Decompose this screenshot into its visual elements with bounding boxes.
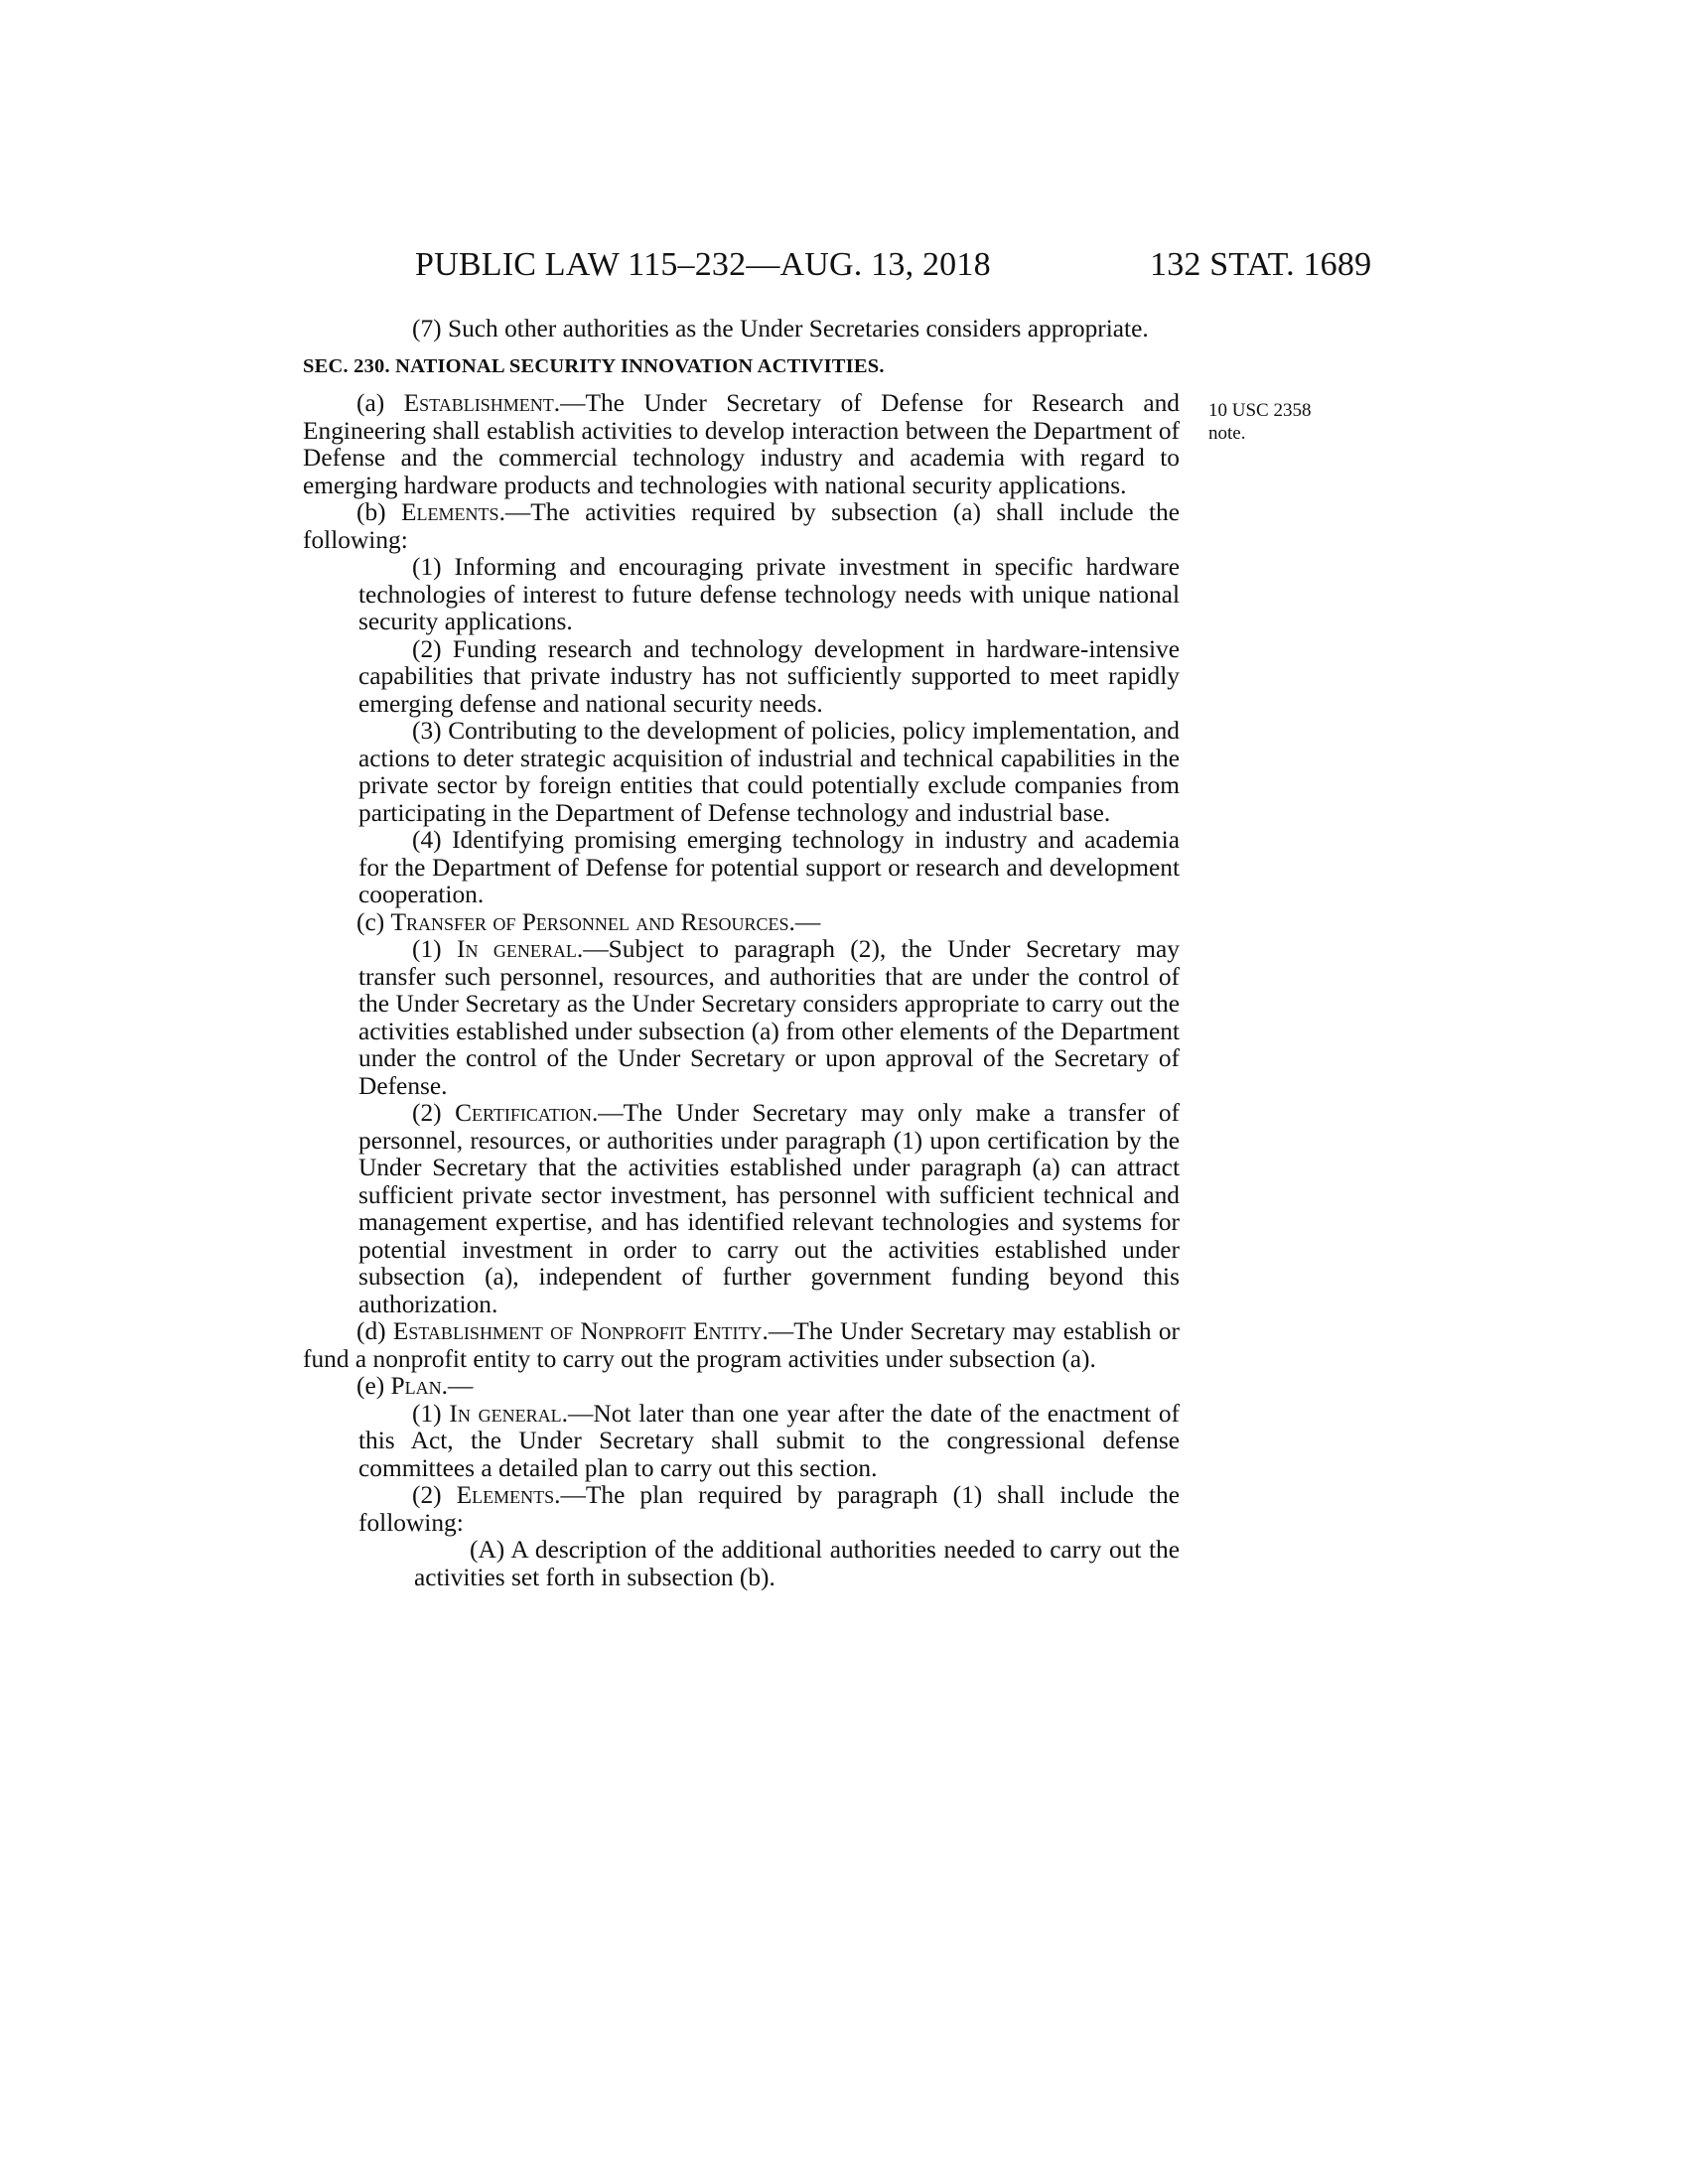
subsection-d-heading: Establishment of Nonprofit Entity bbox=[392, 1317, 763, 1345]
paragraph-c1 bbox=[303, 936, 1180, 1100]
paragraph-e2-label: (2) bbox=[412, 1481, 457, 1509]
paragraph-e2 bbox=[303, 1482, 1180, 1537]
paragraph-e1-label: (1) bbox=[412, 1399, 450, 1428]
paragraph-e1-heading: In general bbox=[449, 1399, 562, 1428]
subsection-e bbox=[303, 1373, 1180, 1401]
subsection-e-heading: Plan bbox=[390, 1372, 442, 1400]
document-body bbox=[303, 316, 1180, 1591]
paragraph-c1-label: (1) bbox=[412, 935, 458, 963]
subparagraph-e2-A: (A) A description of the additional authorities needed to carry out the activities set forth in subsection (b). bbox=[414, 1536, 1180, 1591]
paragraph-c2 bbox=[303, 1100, 1180, 1318]
subsection-e-label: (e) bbox=[356, 1372, 391, 1400]
subsection-b bbox=[303, 499, 1180, 554]
subsection-d bbox=[303, 1318, 1180, 1373]
paragraph-c2-text: .—The Under Secretary may only make a transfer of personnel, resources, or authorities under paragraph (1) upon certification by the Under Secretary that the activities established under paragraph (a) can attract sufficient private sector investment, has personnel with sufficient technical and management expertise, and has identified relevant technologies and systems for potential investment in order to carry out the activities established under subsection (a), independent of further government funding beyond this authorization. bbox=[358, 1099, 1180, 1318]
subsection-c-label: (c) bbox=[356, 907, 391, 936]
subsection-a-heading: Establishment bbox=[403, 389, 554, 417]
running-header-title: PUBLIC LAW 115–232—AUG. 13, 2018 bbox=[415, 246, 991, 283]
paragraph-e1-text: .—Not later than one year after the date of the enactment of this Act, the Under Secretary shall submit to the congressional defense committees a detailed plan to carry out this section. bbox=[358, 1399, 1180, 1482]
running-header-page: 132 STAT. 1689 bbox=[1150, 246, 1372, 283]
subsection-a-label: (a) bbox=[356, 389, 404, 417]
subsection-c-heading: Transfer of Personnel and Resources bbox=[390, 907, 789, 936]
subsection-b-text: .—The activities required by subsection (a) shall include the following: bbox=[303, 498, 1180, 554]
paragraph-b3: (3) Contributing to the development of policies, policy implementation, and actions to deter strategic acquisition of industrial and technical capabilities in the private sector by foreign entities that could potentially exclude companies from participating in the Department of Defense technology and industrial base. bbox=[358, 717, 1180, 827]
margin-note-label: note. bbox=[1208, 423, 1246, 444]
paragraph-c1-text: .—Subject to paragraph (2), the Under Secretary may transfer such personnel, resources, and authorities that are under the control of the Under Secretary as the Under Secretary considers appropriate to carry out the activities established under subsection (a) from other elements of the Department under the control of the Under Secretary or upon approval of the Secretary of Defense. bbox=[358, 935, 1180, 1100]
paragraph-b2: (2) Funding research and technology development in hardware-intensive capabilities that private industry has not sufficiently supported to meet rapidly emerging defense and national security needs. bbox=[358, 634, 1180, 718]
section-heading: SEC. 230. NATIONAL SECURITY INNOVATION ACTIVITIES. bbox=[303, 354, 885, 377]
subsection-a bbox=[303, 390, 1180, 499]
paragraph-c1-heading: In general bbox=[457, 935, 577, 963]
paragraph-7: (7) Such other authorities as the Under Secretaries considers appropriate. bbox=[412, 315, 1149, 342]
paragraph-e2-heading: Elements bbox=[456, 1481, 555, 1509]
subsection-e-text: .— bbox=[441, 1372, 474, 1400]
paragraph-c2-heading: Certification bbox=[455, 1099, 592, 1127]
subsection-c-text: .— bbox=[788, 907, 821, 936]
subsection-a-text: .—The Under Secretary of Defense for Research and Engineering shall establish activities to develop interaction between the Department of Defense and the commercial technology industry and academia with regard to emerging hardware products and technologies with national security applications. bbox=[303, 389, 1180, 499]
margin-note bbox=[1208, 399, 1357, 445]
subsection-b-label: (b) bbox=[356, 498, 402, 526]
paragraph-e1 bbox=[303, 1401, 1180, 1483]
subsection-b-heading: Elements bbox=[401, 498, 499, 526]
paragraph-e2-text: .—The plan required by paragraph (1) shall include the following: bbox=[358, 1481, 1180, 1537]
subsection-c bbox=[303, 909, 1180, 937]
paragraph-b4: (4) Identifying promising emerging technology in industry and academia for the Department of Defense for potential support or research and development cooperation. bbox=[358, 826, 1180, 908]
paragraph-c2-label: (2) bbox=[412, 1099, 456, 1127]
subsection-d-label: (d) bbox=[356, 1317, 393, 1345]
margin-note-citation: 10 USC 2358 bbox=[1208, 400, 1312, 421]
paragraph-b1: (1) Informing and encouraging private investment in specific hardware technologies of interest to future defense technology needs with unique national security applications. bbox=[358, 553, 1180, 635]
subsection-d-text: .—The Under Secretary may establish or fund a nonprofit entity to carry out the program activities under subsection (a). bbox=[303, 1317, 1181, 1373]
